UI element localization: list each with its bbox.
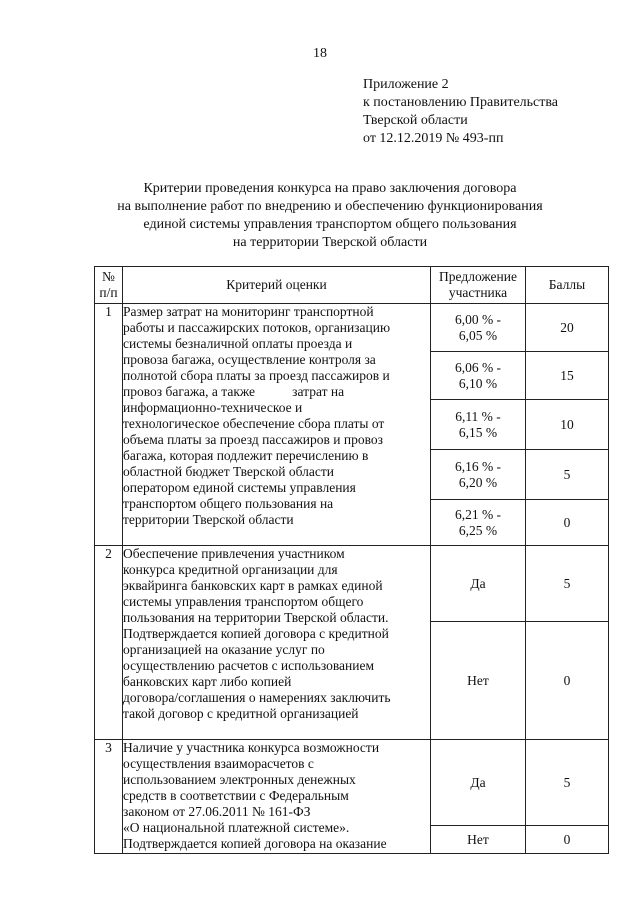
criterion-line: объема платы за проезд пассажиров и провоз bbox=[123, 432, 383, 447]
criterion-line: транспортом общего пользования на bbox=[123, 496, 334, 511]
appendix-line: к постановлению Правительства bbox=[363, 95, 559, 110]
row-number: 2 bbox=[95, 546, 123, 740]
criterion-line: багажа, которая подлежит перечислению в bbox=[123, 448, 369, 463]
document-title bbox=[100, 180, 560, 252]
criterion-line: оператором единой системы управления bbox=[123, 480, 356, 495]
criterion-line: информационно-техническое и bbox=[123, 400, 303, 415]
criterion-line: договора/соглашения о намерениях заключить bbox=[123, 690, 391, 705]
row-number: 1 bbox=[95, 304, 123, 546]
score-cell: 10 bbox=[526, 400, 609, 450]
criterion-line: территории Тверской области bbox=[123, 512, 294, 527]
criterion-line: Наличие у участника конкурса возможности bbox=[123, 740, 380, 755]
score-cell: 5 bbox=[526, 546, 609, 622]
offer-cell bbox=[431, 450, 526, 500]
offer-line: 6,15 % bbox=[458, 424, 498, 440]
offer-line: 6,06 % - bbox=[454, 359, 502, 375]
row-number: 3 bbox=[95, 740, 123, 854]
header-number bbox=[95, 267, 123, 304]
score-cell: 5 bbox=[526, 450, 609, 500]
page-number: 18 bbox=[313, 46, 327, 61]
offer-cell: Нет bbox=[431, 826, 526, 854]
header-number-line: № bbox=[102, 269, 115, 284]
criterion-text bbox=[123, 304, 431, 546]
criterion-line: Подтверждается копией договора на оказание bbox=[123, 836, 387, 851]
appendix-block bbox=[363, 76, 558, 148]
criterion-line: пользования на территории Тверской области. bbox=[123, 610, 389, 625]
offer-line: 6,10 % bbox=[458, 375, 498, 391]
offer-line: 6,05 % bbox=[458, 327, 498, 343]
header-offer-line: Предложение bbox=[439, 269, 517, 284]
criterion-line: «О национальной платежной системе». bbox=[123, 820, 350, 835]
table-header-row bbox=[95, 267, 609, 304]
offer-cell bbox=[431, 500, 526, 546]
criterion-text bbox=[123, 740, 431, 854]
criterion-line: эквайринга банковских карт в рамках единой bbox=[123, 578, 383, 593]
appendix-line: Приложение 2 bbox=[363, 77, 449, 92]
table-row bbox=[95, 740, 609, 826]
criterion-line: использованием электронных денежных bbox=[123, 772, 356, 787]
header-score: Баллы bbox=[526, 267, 609, 304]
criterion-line: Подтверждается копией договора с кредитной bbox=[123, 626, 389, 641]
criteria-table bbox=[94, 266, 609, 854]
header-offer-line: участника bbox=[448, 285, 508, 300]
appendix-line: от 12.12.2019 № 493-пп bbox=[363, 131, 504, 146]
criterion-line: конкурса кредитной организации для bbox=[123, 562, 338, 577]
header-number-line: п/п bbox=[99, 285, 118, 300]
criterion-line: Размер затрат на мониторинг транспортной bbox=[123, 304, 374, 319]
title-line: единой системы управления транспортом общего пользования bbox=[143, 217, 517, 232]
offer-line: 6,16 % - bbox=[454, 458, 502, 474]
score-cell: 15 bbox=[526, 352, 609, 400]
criterion-text bbox=[123, 546, 431, 740]
score-cell: 5 bbox=[526, 740, 609, 826]
table-row bbox=[95, 546, 609, 622]
offer-line: 6,21 % - bbox=[454, 506, 502, 522]
title-line: на выполнение работ по внедрению и обеспечению функционирования bbox=[117, 199, 543, 214]
criterion-line: осуществления взаиморасчетов с bbox=[123, 756, 314, 771]
title-line: на территории Тверской области bbox=[232, 235, 428, 250]
offer-cell: Нет bbox=[431, 622, 526, 740]
criterion-line: банковских карт либо копией bbox=[123, 674, 292, 689]
score-cell: 20 bbox=[526, 304, 609, 352]
offer-cell: Да bbox=[431, 740, 526, 826]
offer-cell: Да bbox=[431, 546, 526, 622]
offer-line: 6,11 % - bbox=[455, 408, 501, 424]
criterion-line: технологическое обеспечение сбора платы от bbox=[123, 416, 385, 431]
offer-line: 6,20 % bbox=[458, 474, 498, 490]
criterion-line: полнотой сбора платы за проезд пассажиров и bbox=[123, 368, 390, 383]
score-cell: 0 bbox=[526, 826, 609, 854]
title-line: Критерии проведения конкурса на право заключения договора bbox=[143, 181, 517, 196]
criterion-line: средств в соответствии с Федеральным bbox=[123, 788, 349, 803]
criterion-line: такой договор с кредитной организацией bbox=[123, 706, 359, 721]
appendix-line: Тверской области bbox=[363, 113, 468, 128]
offer-cell bbox=[431, 352, 526, 400]
offer-cell bbox=[431, 304, 526, 352]
table-row bbox=[95, 304, 609, 352]
offer-line: 6,00 % - bbox=[454, 311, 502, 327]
offer-line: 6,25 % bbox=[458, 522, 498, 538]
header-criterion: Критерий оценки bbox=[123, 267, 431, 304]
criterion-line: Обеспечение привлечения участником bbox=[123, 546, 345, 561]
header-offer bbox=[431, 267, 526, 304]
criterion-line: работы и пассажирских потоков, организацию bbox=[123, 320, 391, 335]
criterion-line: осуществлению расчетов с использованием bbox=[123, 658, 375, 673]
criterion-line: провоза багажа, осуществление контроля за bbox=[123, 352, 376, 367]
criterion-line: провоз багажа, а также затрат на bbox=[123, 384, 345, 399]
offer-cell bbox=[431, 400, 526, 450]
criterion-line: системы безналичной оплаты проезда и bbox=[123, 336, 353, 351]
criterion-line: системы управления транспортом общего bbox=[123, 594, 364, 609]
score-cell: 0 bbox=[526, 500, 609, 546]
score-cell: 0 bbox=[526, 622, 609, 740]
criterion-line: законом от 27.06.2011 № 161-ФЗ bbox=[123, 804, 311, 819]
criterion-line: организацией на оказание услуг по bbox=[123, 642, 325, 657]
criterion-line: областной бюджет Тверской области bbox=[123, 464, 334, 479]
